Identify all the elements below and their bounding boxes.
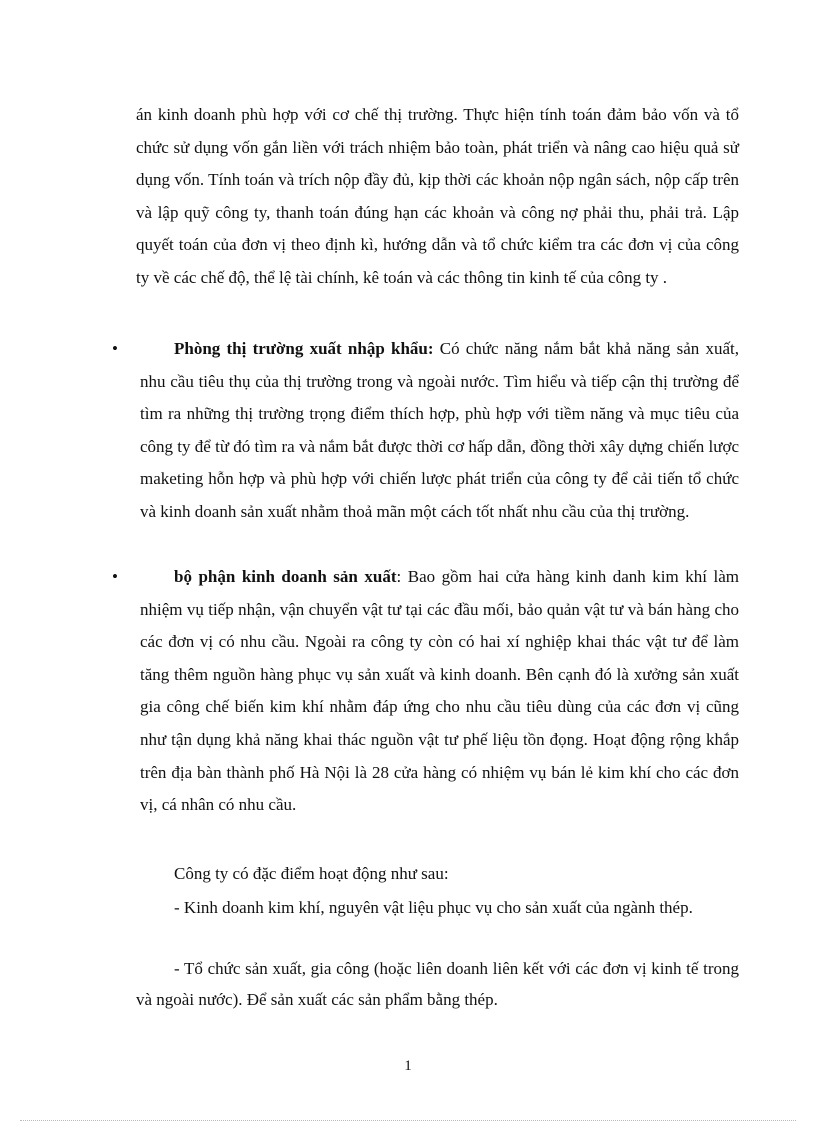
bullet-heading: Phòng thị trường xuất nhập khẩu: <box>174 339 434 358</box>
bullet-item-business-production <box>112 561 739 822</box>
bullet-paragraph <box>140 561 739 822</box>
bullet-body: : Bao gồm hai cửa hàng kinh danh kim khí làm nhiệm vụ tiếp nhận, vận chuyển vật tư tại các đầu mối, bảo quản vật tư và bán hàng cho các đơn vị có nhu cầu. Ngoài ra công ty còn có hai xí nghiệp khai thác vật tư để làm tăng thêm nguồn hàng phục vụ sản xuất và kinh doanh. Bên cạnh đó là xưởng sản xuất gia công chế biến kim khí nhằm đáp ứng cho nhu cầu tiêu dùng của các đơn vị cũng như tận dụng khả năng khai thác nguồn vật tư phế liệu tồn đọng. Hoạt động rộng khắp trên địa bàn thành phố Hà Nội là 28 cửa hàng có nhiệm vụ bán lẻ kim khí cho các đơn vị, cá nhân có nhu cầu. <box>140 567 739 815</box>
bullet-paragraph <box>140 333 739 529</box>
top-paragraph: án kinh doanh phù hợp với cơ chế thị trường. Thực hiện tính toán đảm bảo vốn và tổ chức sử dụng vốn gắn liền với trách nhiệm bảo toàn, phát triển và nâng cao hiệu quả sử dụng vốn. Tính toán và trích nộp đầy đủ, kịp thời các khoản nộp ngân sách, nộp cấp trên và lập quỹ công ty, thanh toán đúng hạn các khoản và công nợ phải thu, phải trả. Lập quyết toán của đơn vị theo định kì, hướng dẫn và tổ chức kiểm tra các đơn vị của công ty về các chế độ, thể lệ tài chính, kê toán và các thông tin kinh tế của công ty . <box>136 105 739 287</box>
bullet-item-import-export <box>112 333 739 529</box>
page-separator <box>20 1120 796 1121</box>
bullet-body: Có chức năng nắm bắt khả năng sản xuất, nhu cầu tiêu thụ của thị trường trong và ngoài nước. Tìm hiểu và tiếp cận thị trường để tìm ra những thị trường trọng điểm thích hợp, phù hợp với tiềm năng và mục tiêu của công ty để từ đó tìm ra và nắm bắt được thời cơ hấp dẫn, đồng thời xây dựng chiến lược maketing hỗn hợp và phù hợp với chiến lược phát triển của công ty để cải tiến tổ chức và kinh doanh sản xuất nhằm thoả mãn một cách tốt nhất nhu cầu của thị trường. <box>140 339 739 521</box>
bullet-icon: • <box>112 567 118 586</box>
feature-item-2: - Tổ chức sản xuất, gia công (hoặc liên doanh liên kết với các đơn vị kinh tế trong và ngoài nước). Để sản xuất các sản phẩm bằng thép. <box>136 959 739 1009</box>
bullet-heading: bộ phận kinh doanh sản xuất <box>174 567 397 586</box>
features-intro: Công ty có đặc điểm hoạt động như sau: <box>174 864 449 883</box>
bullet-icon: • <box>112 339 118 358</box>
feature-item-1: - Kinh doanh kim khí, nguyên vật liệu phục vụ cho sản xuất của ngành thép. <box>174 898 693 917</box>
page-number: 1 <box>404 1058 412 1074</box>
